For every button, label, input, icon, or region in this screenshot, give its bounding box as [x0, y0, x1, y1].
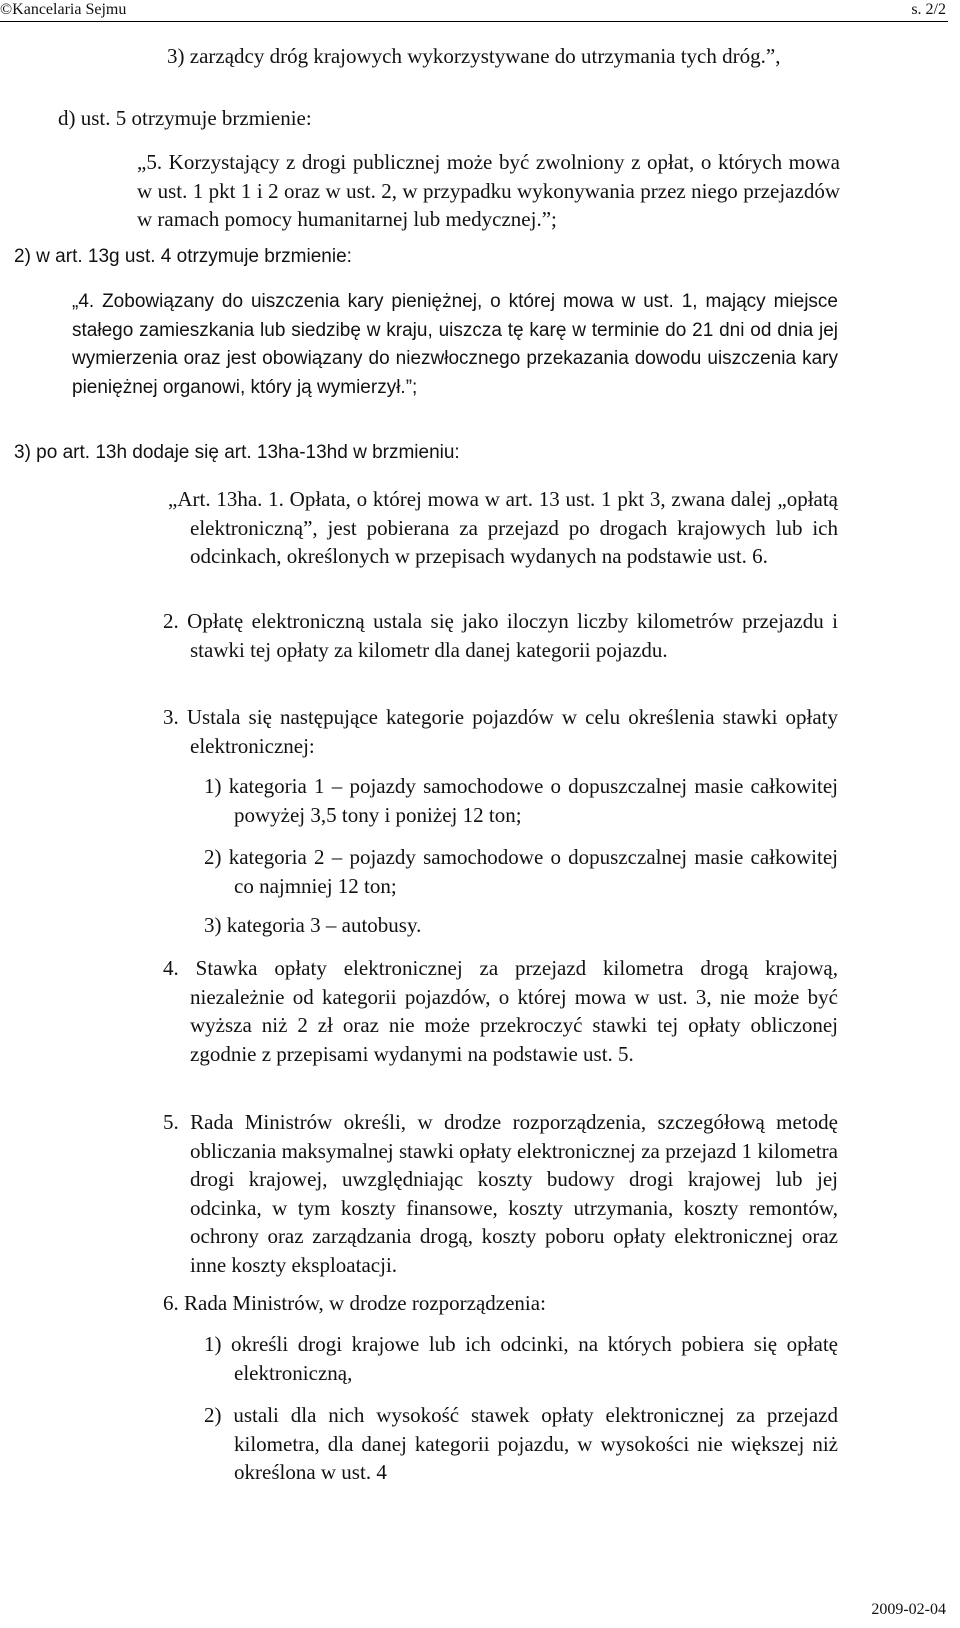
art-13ha-para-2: 2. Opłatę elektroniczną ustala się jako iloczyn liczby kilometrów przejazdu i stawki tej opłaty za kilometr dla danej kategorii pojazdu.: [163, 609, 838, 662]
art-13ha-para-4: 4. Stawka opłaty elektronicznej za przejazd kilometra drogą krajową, niezależnie od kategorii pojazdów, o której mowa w ust. 3, nie może być wyższa niż 2 zł oraz nie może przekroczyć stawki tej opłaty obliczonej zgodnie z przepisami wydanymi na podstawie ust. 5.: [163, 956, 838, 1066]
category-1: 1) kategoria 1 – pojazdy samochodowe o dopuszczalnej masie całkowitej powyżej 3,5 tony i poniżej 12 ton;: [204, 774, 838, 827]
paragraph-5-exemption: „5. Korzystający z drogi publicznej może być zwolniony z opłat, o których mowa w ust. 1 pkt 1 i 2 oraz w ust. 2, w przypadku wykonywania przez niego przejazdów w ramach pomocy humanitarnej lub medycznej.”;: [137, 150, 840, 231]
item-3-road-managers: 3) zarządcy dróg krajowych wykorzystywane do utrzymania tych dróg.”,: [167, 44, 781, 68]
art-13ha-para-3: 3. Ustala się następujące kategorie pojazdów w celu określenia stawki opłaty elektronicznej:: [163, 705, 838, 758]
header-copyright: ©Kancelaria Sejmu: [0, 1, 127, 18]
paragraph-4-penalty: „4. Zobowiązany do uiszczenia kary pieniężnej, o której mowa w ust. 1, mający miejsce stałego zamieszkania lub siedzibę w kraju, uiszcza tę karę w terminie do 21 dni od dnia jej wymierzenia oraz jest obowiązany do niezwłocznego przekazania dowodu uiszczenia kary pieniężnej organowi, który ją wymierzył.”;: [72, 291, 838, 398]
category-2: 2) kategoria 2 – pojazdy samochodowe o dopuszczalnej masie całkowitej co najmniej 12 ton;: [204, 845, 838, 898]
para-6-item-2: 2) ustali dla nich wysokość stawek opłaty elektronicznej za przejazd kilometra, dla danej kategorii pojazdu, w wysokości nie większej niż określona w ust. 4: [204, 1403, 838, 1484]
category-3: 3) kategoria 3 – autobusy.: [204, 913, 422, 937]
item-3-art-13h: 3) po art. 13h dodaje się art. 13ha-13hd w brzmieniu:: [14, 442, 460, 463]
header-page-number: s. 2/2: [911, 1, 946, 18]
art-13ha-para-6: 6. Rada Ministrów, w drodze rozporządzenia:: [163, 1291, 546, 1315]
footer-date: 2009-02-04: [871, 1601, 946, 1618]
para-6-item-1: 1) określi drogi krajowe lub ich odcinki, na których pobiera się opłatę elektroniczną,: [204, 1332, 838, 1385]
item-d-amendment: d) ust. 5 otrzymuje brzmienie:: [58, 106, 312, 130]
art-13ha-para-1: „Art. 13ha. 1. Opłata, o której mowa w art. 13 ust. 1 pkt 3, zwana dalej „opłatą elektroniczną”, jest pobierana za przejazd po drogach krajowych lub ich odcinkach, określonych w przepisach wydanych na podstawie ust. 6.: [168, 487, 838, 568]
item-2-art-13g: 2) w art. 13g ust. 4 otrzymuje brzmienie:: [14, 246, 352, 267]
header-rule: [0, 21, 948, 22]
art-13ha-para-5: 5. Rada Ministrów określi, w drodze rozporządzenia, szczegółową metodę obliczania maksymalnej stawki opłaty elektronicznej za przejazd 1 kilometra drogi krajowej, uwzględniając koszty budowy drogi krajowej lub jej odcinka, w tym koszty finansowe, koszty utrzymania, koszty remontów, ochrony oraz zarządzania drogą, koszty poboru opłaty elektronicznej oraz inne koszty eksploatacji.: [163, 1110, 838, 1277]
